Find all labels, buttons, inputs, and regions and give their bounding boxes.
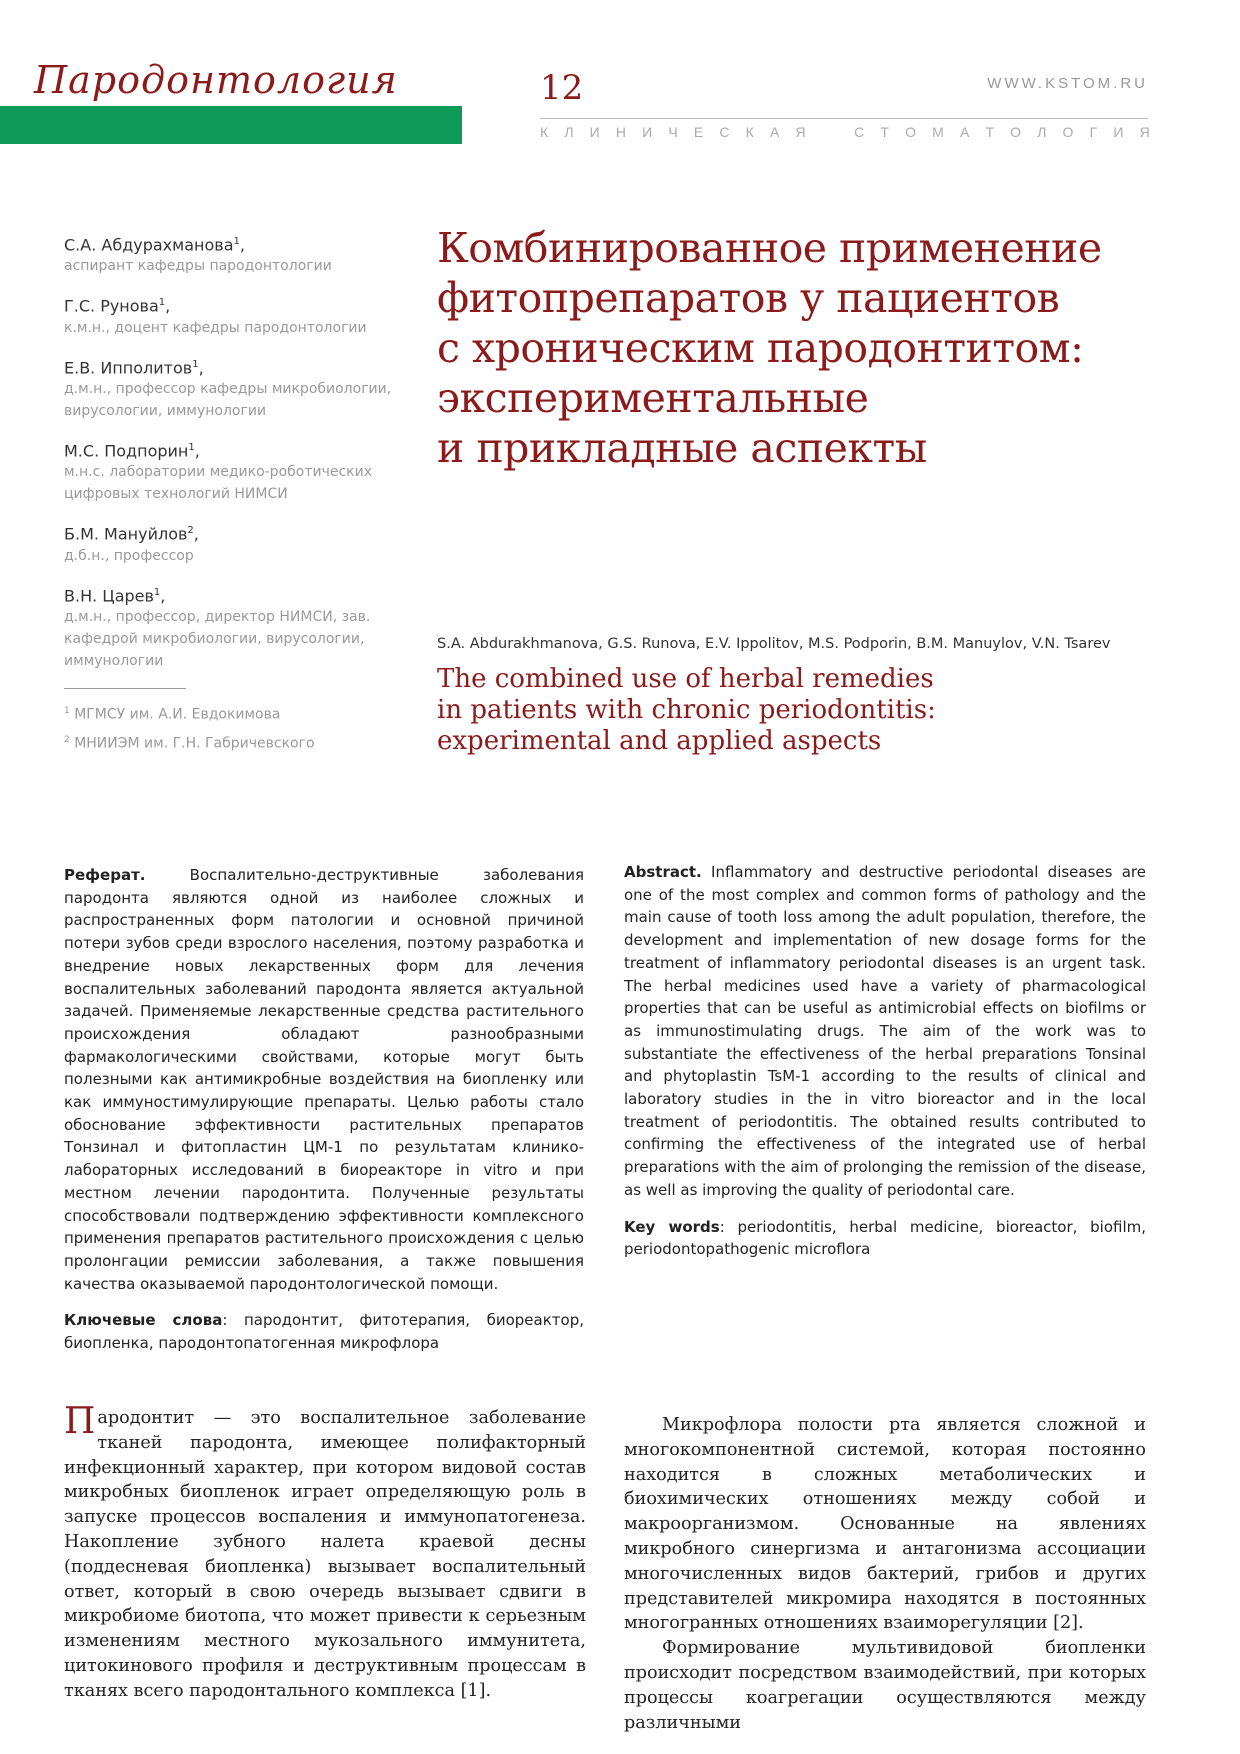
author-affiliation: к.м.н., доцент кафедры пародонтологии bbox=[64, 319, 367, 336]
author-entry bbox=[64, 521, 394, 566]
drop-cap: П bbox=[64, 1401, 96, 1442]
journal-letter: И bbox=[589, 124, 600, 140]
journal-letter: С bbox=[854, 124, 865, 140]
journal-letter: И bbox=[642, 124, 653, 140]
journal-letter: Л bbox=[1037, 124, 1047, 140]
article-title-en: The combined use of herbal remedies in patients with chronic periodontitis: experimental and applied aspects bbox=[437, 664, 936, 756]
section-title: Пародонтология bbox=[34, 58, 398, 102]
author-name: Г.С. Рунова$^1$, bbox=[64, 296, 171, 316]
author-name: В.Н. Царев$^1$, bbox=[64, 585, 166, 605]
affiliation-1: $^1$ МГМСУ им. А.И. Евдокимова bbox=[64, 705, 281, 723]
body-paragraph: Формирование мультивидовой биопленки происходит посредством взаимодействий, при которых процессы коагрегации осуществляются между различными bbox=[624, 1638, 1146, 1733]
author-affiliation: д.м.н., профессор, директор НИМСИ, зав. кафедрой микробиологии, вирусологии, иммунологии bbox=[64, 608, 371, 669]
section-color-bar bbox=[0, 106, 462, 144]
journal-letter: К bbox=[540, 124, 549, 140]
author-list-en: S.A. Abdurakhmanova, G.S. Runova, E.V. Ippolitov, M.S. Podporin, B.M. Manuylov, V.N. Tsarev bbox=[437, 636, 1111, 652]
journal-letter: Л bbox=[564, 124, 574, 140]
journal-letter: Т bbox=[985, 124, 994, 140]
journal-letter: Я bbox=[1139, 124, 1150, 140]
journal-letter: Е bbox=[693, 124, 704, 140]
journal-letter: К bbox=[745, 124, 754, 140]
site-url: WWW.KSTOM.RU bbox=[987, 75, 1148, 92]
journal-letter: С bbox=[719, 124, 730, 140]
journal-letter: А bbox=[959, 124, 970, 140]
page-number: 12 bbox=[540, 68, 584, 108]
journal-letter: Н bbox=[615, 124, 626, 140]
affiliation-divider bbox=[64, 688, 186, 689]
author-entry bbox=[64, 438, 394, 505]
author-name: Б.М. Мануйлов$^2$, bbox=[64, 524, 199, 544]
journal-letter: О bbox=[905, 124, 916, 140]
journal-letter: О bbox=[1062, 124, 1074, 140]
affiliation-2: $^2$ МНИИЭМ им. Г.Н. Габричевского bbox=[64, 734, 315, 752]
author-entry bbox=[64, 355, 394, 422]
journal-letter: А bbox=[769, 124, 780, 140]
abstract-ru-text: Реферат. Воспалительно-деструктивные заболевания пародонта являются одной из наиболее сложных и распространенных форм патологии и основной причиной потери зубов среди взрослого населения, поэтому разработка и внедрение новых лекарственных форм для лечения воспалительных заболеваний пародонта является актуальной задачей. Применяемые лекарственные средства растительного происхождения обладают разнообразными фармакологическими свойствами, которые могут быть полезными как антимикробные воздействия на биопленку или как иммуностимулирующие препараты. Целью работы стало обоснование эффективности растительных препаратов Тонзинал и фитопластин ЦМ-1 по результатам клинико-лабораторных исследований в биореакторе in vitro и при местном лечении пародонтита. Полученные результаты способствовали подтверждению эффективности комплексного применения препаратов растительного происхождения с целью пролонгации ремиссии заболевания, а также повышения качества оказываемой пародонтологической помощи. bbox=[64, 866, 584, 1293]
author-name: Е.В. Ипполитов$^1$, bbox=[64, 357, 204, 377]
author-affiliation: д.м.н., профессор кафедры микробиологии, вирусологии, иммунологии bbox=[64, 380, 392, 419]
body-column-right bbox=[624, 1413, 1146, 1735]
abstract-en-text: Abstract. Inflammatory and destructive periodontal diseases are one of the most complex and common forms of pathology and the main cause of tooth loss among the adult population, therefore, the development and implementation of new dosage forms for the treatment of inflammatory periodontal diseases is an urgent task. The herbal medicines used have a variety of pharmacological properties that can be useful as antimicrobial effects on biofilms or as immunostimulating drugs. The aim of the work was to substantiate the effectiveness of the herbal preparations Tonsinal and phytoplastin TsM-1 according to the results of clinical and laboratory studies in the in vitro bioreactor and in the local treatment of periodontitis. The obtained results contributed to confirming the effectiveness of the integrated use of herbal preparations with the aim of prolonging the remission of the disease, as well as improving the quality of periodontal care. bbox=[624, 863, 1146, 1199]
journal-letter: Т bbox=[880, 124, 889, 140]
journal-letter: О bbox=[1010, 124, 1022, 140]
journal-letter: М bbox=[932, 124, 944, 140]
journal-letter: Ч bbox=[668, 124, 678, 140]
journal-letter: Я bbox=[795, 124, 806, 140]
author-entry bbox=[64, 293, 394, 338]
author-list bbox=[64, 232, 394, 756]
article-title-ru: Комбинированное применение фитопрепаратов у пациентов с хроническим пародонтитом: экспериментальные и прикладные аспекты bbox=[437, 224, 1102, 472]
author-affiliation: аспирант кафедры пародонтологии bbox=[64, 258, 332, 275]
author-entry bbox=[64, 583, 394, 672]
body-paragraph: Пародонтит — это воспалительное заболевание тканей пародонта, имеющее полифакторный инфекционный характер, при котором видовой состав микробных биопленок играет определяющую роль в запуске процессов воспаления и иммунопатогенеза. Накопление зубного налета краевой десны (поддесневая биопленка) вызывает воспалительный ответ, который в свою очередь вызывает сдвиги в микробиоме биотопа, что может привести к серьезным изменениям местного мукозального иммунитета, цитокинового профиля и деструктивным процессам в тканях всего пародонтального комплекса [1]. bbox=[64, 1401, 586, 1701]
author-name: С.А. Абдурахманова$^1$, bbox=[64, 235, 245, 255]
keywords-en: Key words: periodontitis, herbal medicine, bioreactor, biofilm, periodontopathogenic microflora bbox=[624, 1217, 1146, 1259]
journal-name bbox=[540, 124, 1150, 140]
header-rule bbox=[540, 118, 1148, 119]
journal-letter: Г bbox=[1089, 124, 1098, 140]
keywords-ru: Ключевые слова: пародонтит, фитотерапия, биореактор, биопленка, пародонтопатогенная микрофлора bbox=[64, 1311, 584, 1353]
abstract-en bbox=[624, 861, 1146, 1261]
author-entry bbox=[64, 232, 394, 277]
author-name: М.С. Подпорин$^1$, bbox=[64, 441, 200, 461]
body-column-left bbox=[64, 1401, 586, 1704]
journal-letter: И bbox=[1113, 124, 1124, 140]
author-affiliation: д.б.н., профессор bbox=[64, 547, 194, 564]
abstract-ru bbox=[64, 864, 584, 1355]
body-paragraph: Микрофлора полости рта является сложной и многокомпонентной системой, которая постоянно находится в сложных метаболических и биохимических отношениях между собой и макроорганизмом. Основанные на явлениях микробного синергизма и антагонизма ассоциации многочисленных видов бактерий, грибов и других представителей микромира находятся в постоянных многогранных отношениях взаиморегуляции [2]. bbox=[624, 1415, 1146, 1634]
author-affiliation: м.н.с. лаборатории медико-роботических цифровых технологий НИМСИ bbox=[64, 464, 373, 503]
